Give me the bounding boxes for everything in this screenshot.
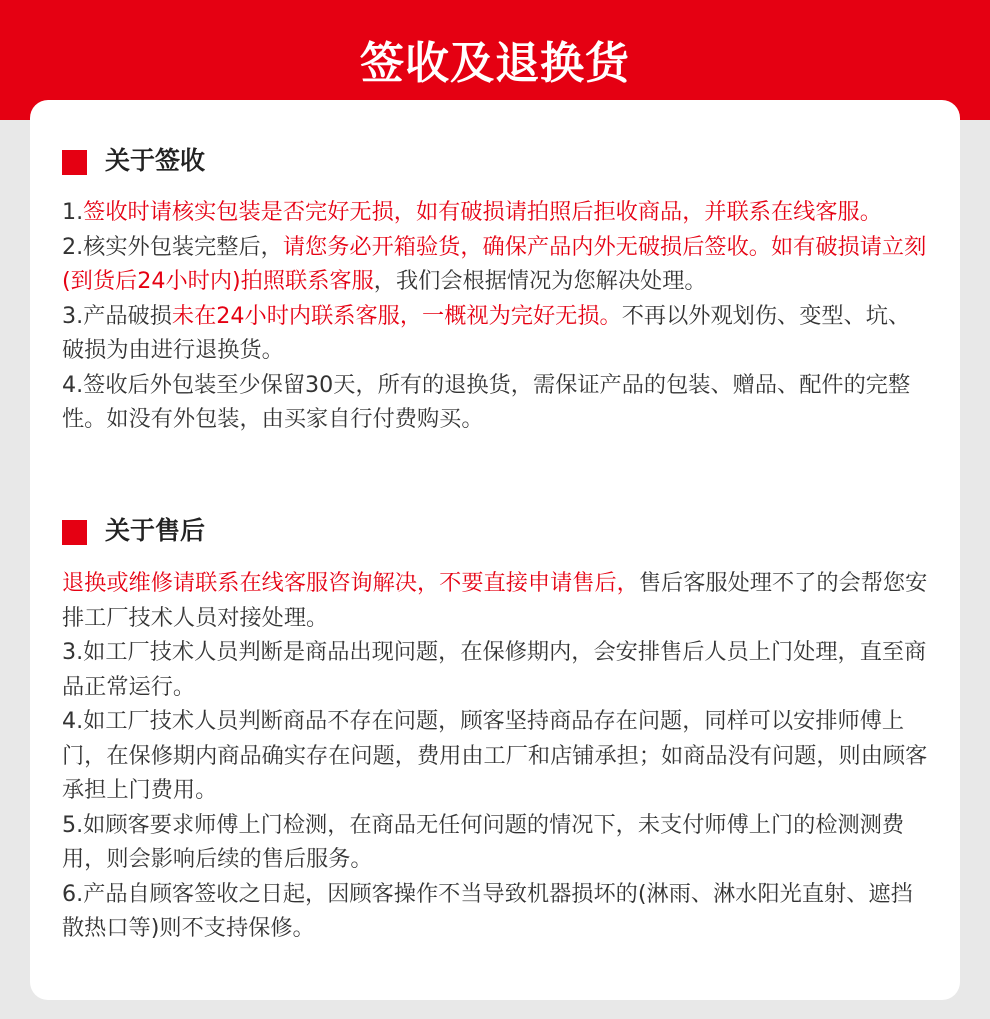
section-title: 关于售后 — [105, 516, 206, 545]
paragraph — [62, 566, 932, 635]
paragraph — [62, 635, 932, 704]
highlight-text: 退换或维修请联系在线客服咨询解决，不要直接申请售后， — [62, 570, 639, 596]
body-text: 6.产品自顾客签收之日起，因顾客操作不当导致机器损坏的(淋雨、淋水阳光直射、遮挡散热口等)则不支持保修。 — [62, 880, 913, 941]
paragraph-list — [62, 195, 932, 437]
highlight-text: 请您务必开箱验货，确保产品内外无破损后签收。如有破损请立刻(到货后24小时内)拍照联系客服 — [62, 233, 927, 294]
body-text: 4.如工厂技术人员判断商品不存在问题，顾客坚持商品存在问题，同样可以安排师傅上门，在保修期内商品确实存在问题，费用由工厂和店铺承担；如商品没有问题，则由顾客承担上门费用。 — [62, 708, 928, 803]
body-text: 2.核实外包装完整后， — [62, 233, 283, 260]
body-text: 售后客服处理不了的会帮您安排工厂技术人员对接处理。 — [62, 570, 928, 631]
body-text: 3.产品破损 — [62, 302, 172, 329]
paragraph — [62, 299, 932, 368]
page-title: 签收及退换货 — [360, 38, 630, 89]
section-heading — [62, 511, 932, 551]
body-text: 不再以外观划伤、变型、坑、破损为由进行退换货。 — [62, 302, 911, 363]
paragraph — [62, 808, 932, 877]
body-text: 4.签收后外包装至少保留30天，所有的退换货，需保证产品的包装、赠品、配件的完整性。如没有外包装，由买家自行付费购买。 — [62, 371, 911, 432]
body-text: 5.如顾客要求师傅上门检测，在商品无任何问题的情况下，未支付师傅上门的检测测费用，则会影响后续的售后服务。 — [62, 811, 905, 872]
section-after-sales — [62, 511, 932, 946]
paragraph — [62, 704, 932, 808]
red-square-icon — [62, 150, 87, 175]
section-heading — [62, 141, 932, 181]
body-text: 3.如工厂技术人员判断是商品出现问题，在保修期内，会安排售后人员上门处理，直至商品正常运行。 — [62, 639, 927, 700]
highlight-text: 未在24小时内联系客服，一概视为完好无损。 — [171, 302, 622, 329]
body-text: 1. — [62, 199, 84, 225]
paragraph — [62, 195, 932, 230]
paragraph — [62, 368, 932, 437]
highlight-text: 签收时请核实包装是否完好无损，如有破损请拍照后拒收商品，并联系在线客服。 — [83, 199, 882, 225]
section-signing — [62, 141, 932, 437]
section-title: 关于签收 — [105, 146, 206, 175]
body-text: ，我们会根据情况为您解决处理。 — [373, 268, 707, 294]
paragraph-list — [62, 566, 932, 946]
paragraph — [62, 230, 932, 299]
red-square-icon — [62, 520, 87, 545]
paragraph — [62, 877, 932, 946]
